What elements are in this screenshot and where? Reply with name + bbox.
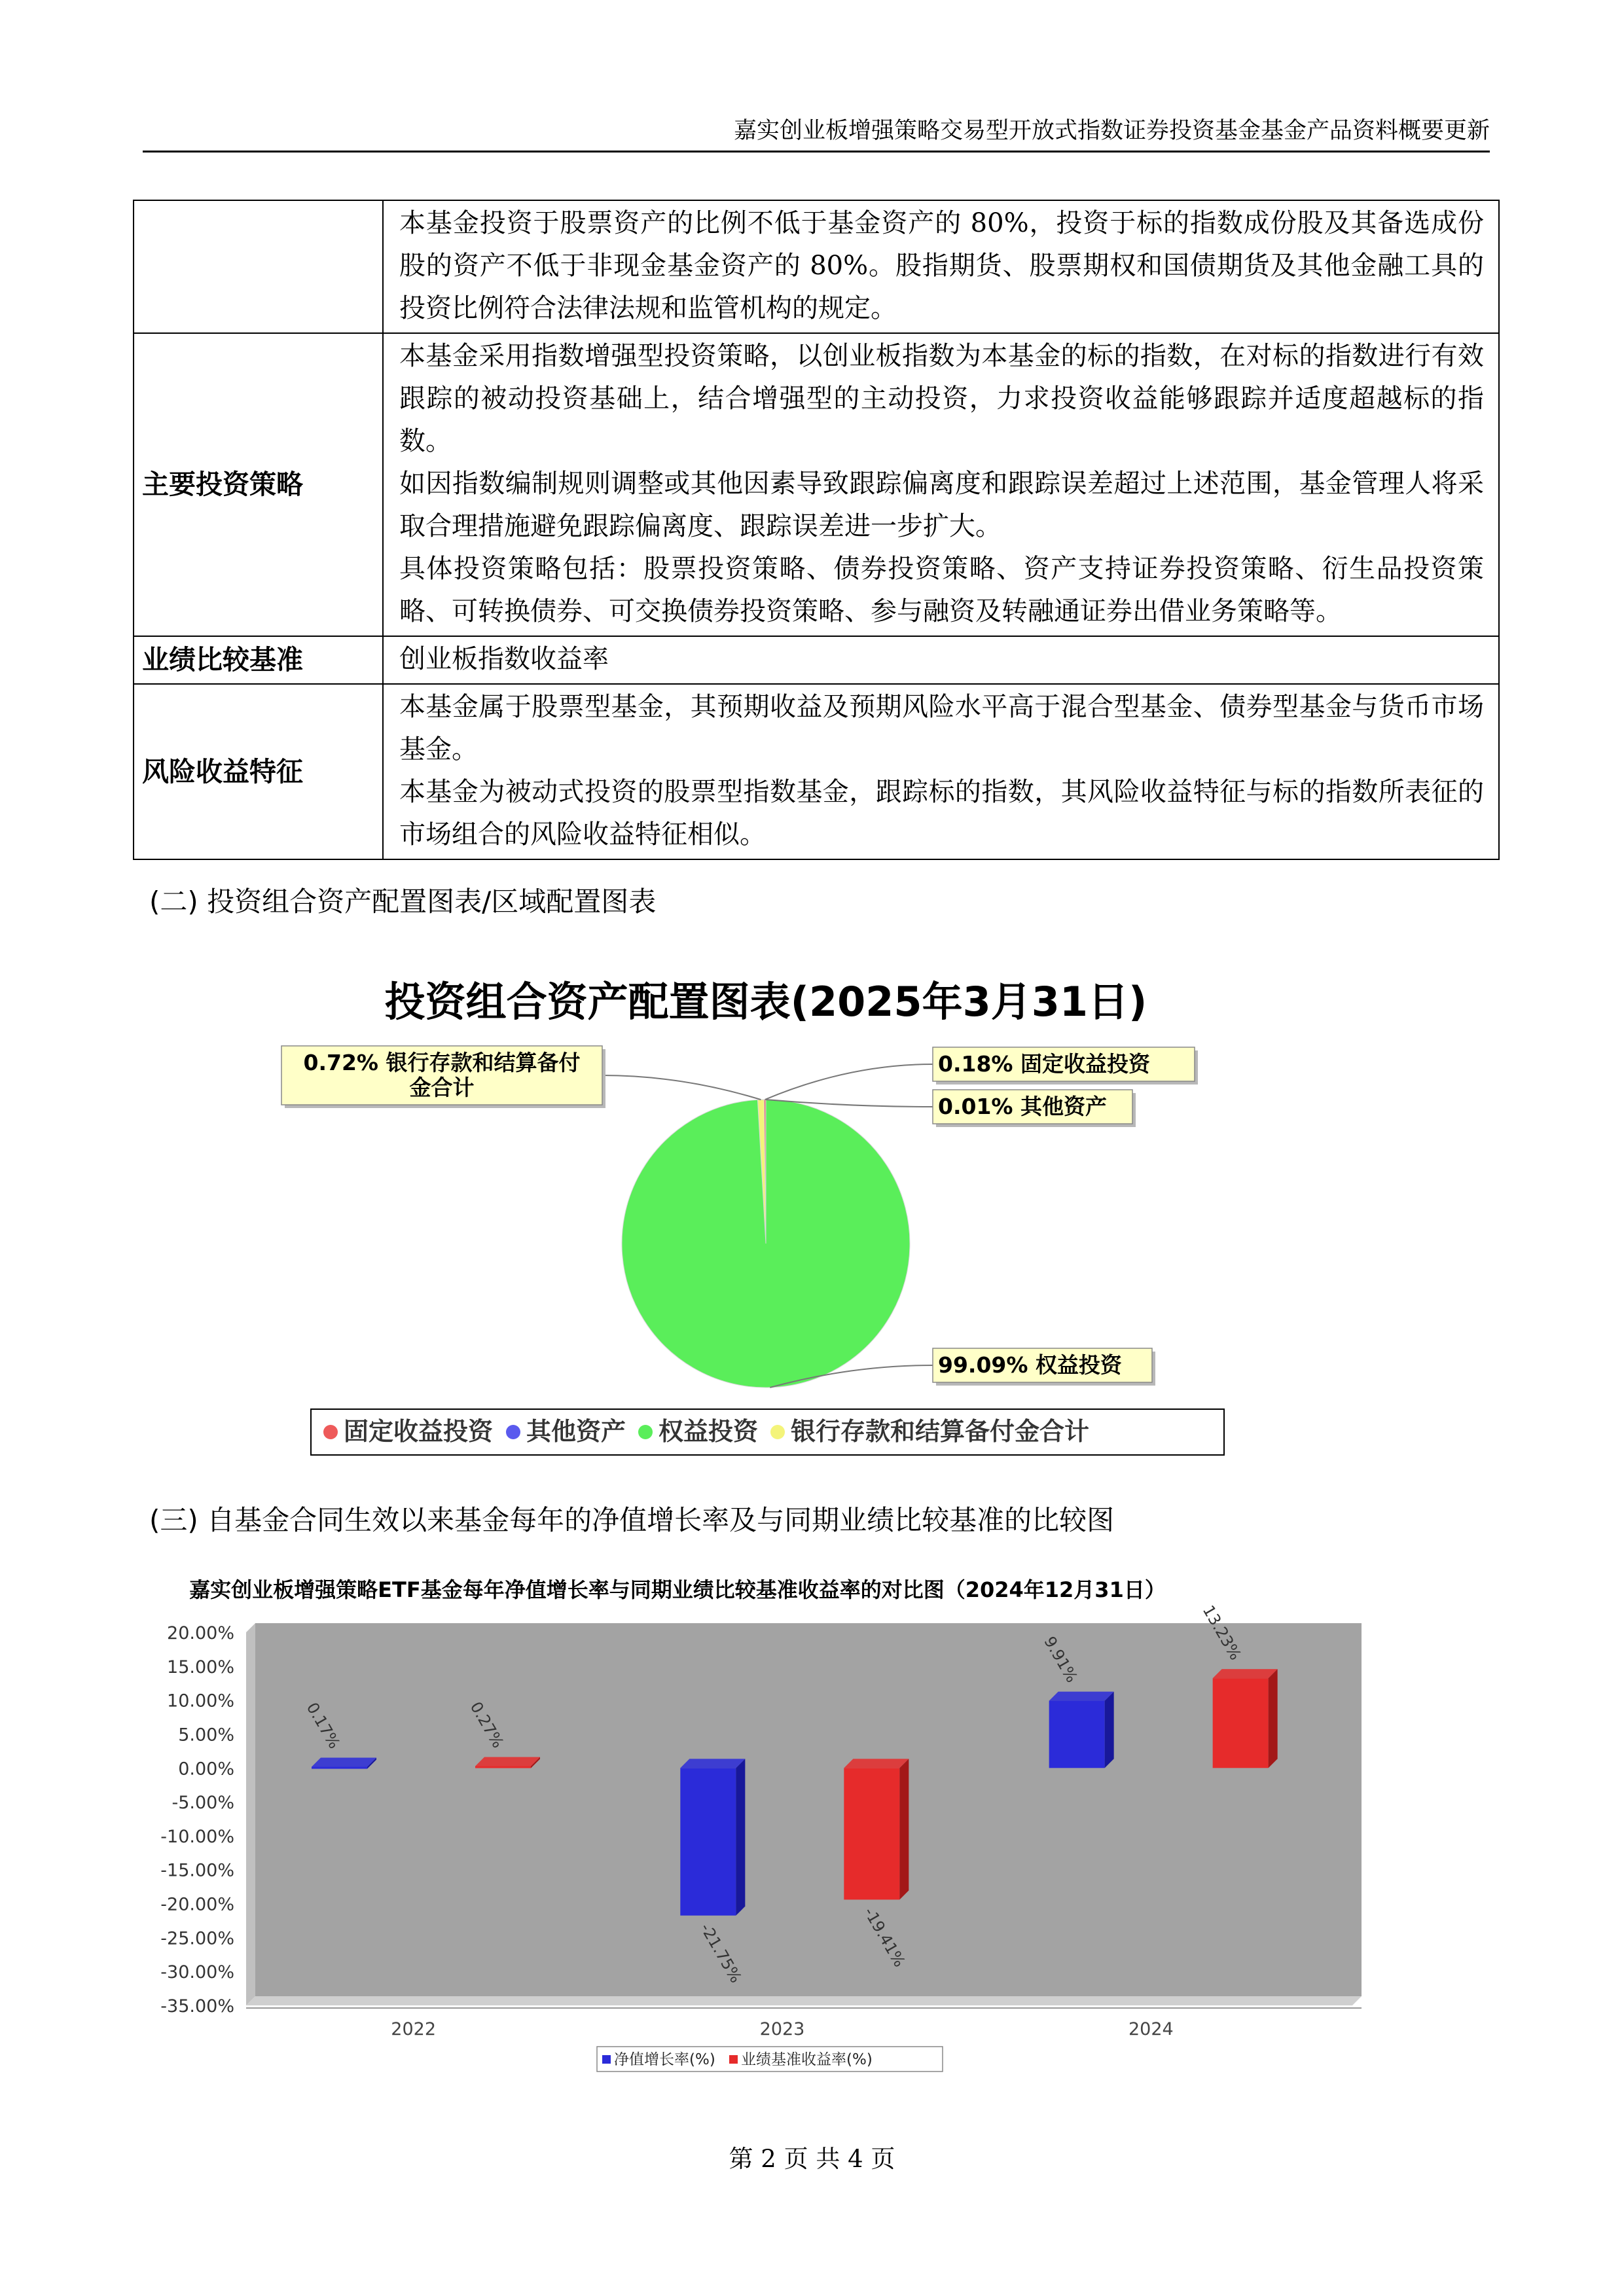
y-tick-label: 5.00% [178, 1725, 234, 1746]
x-tick-label: 2024 [1128, 2019, 1174, 2039]
paragraph: 本基金为被动式投资的股票型指数基金，跟踪标的指数，其风险收益特征与标的指数所表征的市场组合的风险收益特征相似。 [399, 777, 1484, 850]
row-label-risk-return: 风险收益特征 [134, 684, 383, 859]
legend-swatch [602, 2055, 611, 2064]
pie-label: 0.01% 其他资产 [938, 1094, 1107, 1119]
document-header [143, 111, 1490, 152]
y-tick-label: -35.00% [160, 1996, 234, 2017]
bar-side [736, 1759, 745, 1915]
bar [1049, 1701, 1105, 1768]
paragraph: 创业板指数收益率 [399, 644, 609, 674]
bar [680, 1768, 736, 1915]
page-number: 第 2 页 共 4 页 [729, 2145, 895, 2173]
bar-top [1049, 1692, 1114, 1701]
paragraph: 本基金采用指数增强型投资策略，以创业板指数为本基金的标的指数，在对标的指数进行有效跟踪的被动投资基础上，结合增强型的主动投资，力求投资收益能够跟踪并适度超越标的指数。 [399, 341, 1484, 456]
paragraph: 如因指数编制规则调整或其他因素导致跟踪偏离度和跟踪误差超过上述范围，基金管理人将采取合理措施避免跟踪偏离度、跟踪误差进一步扩大。 [399, 469, 1484, 541]
bar-data-label: 13.23% [1199, 1602, 1245, 1664]
row-content [383, 636, 1499, 684]
bar-top [312, 1758, 376, 1767]
bar-side [899, 1759, 909, 1899]
bar [475, 1766, 531, 1768]
bar-data-label: 0.17% [302, 1699, 344, 1752]
row-label [134, 200, 383, 333]
y-tick-label: 10.00% [167, 1691, 234, 1712]
pie-slice [622, 1100, 910, 1388]
legend-label: 其他资产 [526, 1417, 626, 1446]
legend-swatch [506, 1425, 520, 1439]
legend-swatch [729, 2055, 738, 2064]
row-content [383, 200, 1499, 333]
bar-top [1213, 1669, 1278, 1678]
legend-label: 固定收益投资 [344, 1417, 494, 1446]
paragraph: 具体投资策略包括：股票投资策略、债券投资策略、资产支持证券投资策略、衍生品投资策略、可转换债券、可交换债券投资策略、参与融资及转融通证券出借业务策略等。 [399, 554, 1484, 626]
bar-data-label: -21.75% [696, 1920, 746, 1986]
legend-swatch [323, 1425, 338, 1439]
x-tick-label: 2023 [759, 2019, 805, 2039]
y-tick-label: -25.00% [160, 1928, 234, 1949]
y-tick-label: 15.00% [167, 1657, 234, 1677]
legend-label: 权益投资 [659, 1417, 759, 1446]
bar-data-label: 9.91% [1040, 1633, 1081, 1686]
section-3-title: (三) 自基金合同生效以来基金每年的净值增长率及与同期业绩比较基准的比较图 [149, 1504, 1115, 1536]
legend-swatch [638, 1425, 653, 1439]
bar-chart-title: 嘉实创业板增强策略ETF基金每年净值增长率与同期业绩比较基准收益率的对比图（2024年12月31日） [189, 1577, 1166, 1602]
bar-data-label: 0.27% [466, 1698, 508, 1751]
pie-legend [311, 1409, 1224, 1455]
plot-side-wall [246, 1623, 255, 2005]
paragraph: 本基金属于股票型基金，其预期收益及预期风险水平高于混合型基金、债券型基金与货币市场基金。 [399, 692, 1484, 764]
table-row [134, 200, 1499, 333]
table-row [134, 333, 1499, 636]
pie-leader-line [602, 1075, 761, 1100]
bar [1213, 1678, 1269, 1768]
bar-data-label: -19.41% [860, 1904, 909, 1971]
pie-leader-line [765, 1064, 933, 1100]
table-row [134, 636, 1499, 684]
y-tick-label: -10.00% [160, 1826, 234, 1847]
bar [844, 1768, 899, 1899]
fund-info-table [133, 200, 1500, 860]
header-title: 嘉实创业板增强策略交易型开放式指数证券投资基金基金产品资料概要更新 [733, 118, 1490, 144]
pie-slices [622, 1100, 910, 1388]
row-content [383, 333, 1499, 636]
bar-plot-area [246, 1623, 1362, 2005]
section-2-title: (二) 投资组合资产配置图表/区域配置图表 [149, 886, 657, 918]
bar-side [1269, 1669, 1278, 1768]
row-label-benchmark: 业绩比较基准 [134, 636, 383, 684]
annual-return-bar-chart [151, 1571, 1407, 2094]
bar-legend [597, 2047, 943, 2072]
table-row [134, 684, 1499, 859]
bar-top [680, 1759, 745, 1768]
paragraph: 本基金投资于股票资产的比例不低于基金资产的 80%，投资于标的指数成份股及其备选成份股的资产不低于非现金基金资产的 80%。股指期货、股票期权和国债期货及其他金融工具的投资比例符合法律法规和监管机构的规定。 [399, 208, 1484, 323]
legend-label: 银行存款和结算备付金合计 [791, 1417, 1090, 1446]
bar-top [475, 1757, 540, 1766]
pie-label: 99.09% 权益投资 [938, 1352, 1122, 1378]
pie-label: 0.18% 固定收益投资 [938, 1051, 1150, 1077]
pie-chart-title: 投资组合资产配置图表(2025年3月31日) [384, 978, 1147, 1026]
x-tick-label: 2022 [391, 2019, 437, 2039]
y-tick-label: -15.00% [160, 1860, 234, 1881]
asset-allocation-pie-chart [262, 969, 1244, 1466]
y-tick-label: -20.00% [160, 1894, 234, 1915]
y-tick-label: 20.00% [167, 1623, 234, 1643]
y-tick-label: 0.00% [178, 1759, 234, 1780]
y-tick-label: -5.00% [171, 1793, 234, 1814]
legend-label: 业绩基准收益率(%) [741, 2051, 873, 2068]
y-tick-label: -30.00% [160, 1962, 234, 1983]
plot-background [255, 1623, 1362, 1996]
bar-top [844, 1759, 909, 1768]
row-content [383, 684, 1499, 859]
legend-label: 净值增长率(%) [614, 2051, 715, 2068]
bar-side [1105, 1692, 1114, 1768]
legend-swatch [770, 1425, 785, 1439]
bar [312, 1767, 367, 1769]
plot-floor [246, 1996, 1362, 2005]
row-label-investment-strategy: 主要投资策略 [134, 333, 383, 636]
pie-label: 0.72% 银行存款和结算备付金合计 [303, 1050, 581, 1100]
